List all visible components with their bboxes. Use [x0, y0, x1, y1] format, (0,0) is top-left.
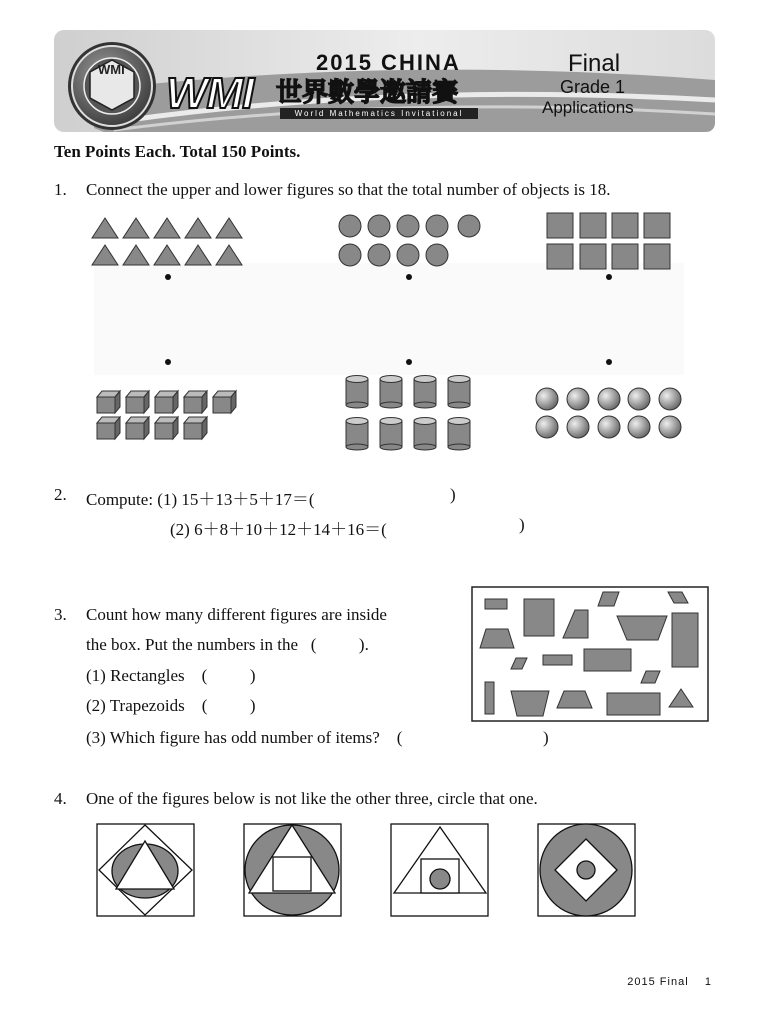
q3-sub3-end: )	[543, 728, 549, 747]
q3-sub2: (2) Trapezoids ( )	[86, 696, 256, 715]
q4-figure-a	[97, 824, 194, 916]
q3-sub1: (1) Rectangles ( )	[86, 666, 256, 685]
chinese-title: 世界數學邀請賽	[276, 78, 459, 108]
q2-line1: Compute: (1) 15＋13＋5＋17＝(	[86, 490, 315, 509]
cube-group	[97, 391, 236, 439]
triangle-group	[92, 218, 242, 265]
square-group	[547, 213, 670, 269]
year-country: 2015 CHINA	[316, 50, 461, 75]
q1-text: Connect the upper and lower figures so that the total number of objects is 18.	[86, 180, 611, 199]
final-label: Final	[568, 50, 621, 77]
q3-number: 3.	[54, 605, 67, 624]
cylinder-group	[346, 376, 470, 451]
q2-line1-end: )	[450, 485, 456, 504]
q4-figure-d	[538, 824, 635, 916]
brand-wmi: WMI	[166, 69, 254, 118]
q4-figure-b	[244, 824, 341, 916]
q4-text: One of the figures below is not like the other three, circle that one.	[86, 789, 538, 808]
logo-letters: WMI	[98, 62, 125, 77]
q3-shape-box	[471, 586, 709, 722]
circle-group	[339, 215, 480, 266]
q1-number: 1.	[54, 180, 67, 199]
page-footer: 2015 Final 1	[627, 976, 712, 988]
q2-line2: (2) 6＋8＋10＋12＋14＋16＝(	[170, 520, 387, 539]
q3-sub3: (3) Which figure has odd number of items? (	[86, 728, 403, 747]
ball-group	[536, 388, 681, 438]
subtitle-strip: World Mathematics Invitational	[280, 108, 478, 119]
grade-label: Grade 1	[560, 77, 626, 97]
q1-figure	[80, 205, 700, 455]
q3-line1: Count how many different figures are inside	[86, 605, 387, 624]
q4-figure-c	[391, 824, 488, 916]
q4-figures	[96, 823, 638, 917]
instructions: Ten Points Each. Total 150 Points.	[54, 142, 301, 161]
q2-line2-end: )	[519, 515, 525, 534]
q4-number: 4.	[54, 789, 67, 808]
wmi-logo	[68, 42, 156, 130]
section-label: Applications	[542, 98, 634, 117]
q3-line2: the box. Put the numbers in the ( ).	[86, 635, 369, 654]
q2-number: 2.	[54, 485, 67, 504]
